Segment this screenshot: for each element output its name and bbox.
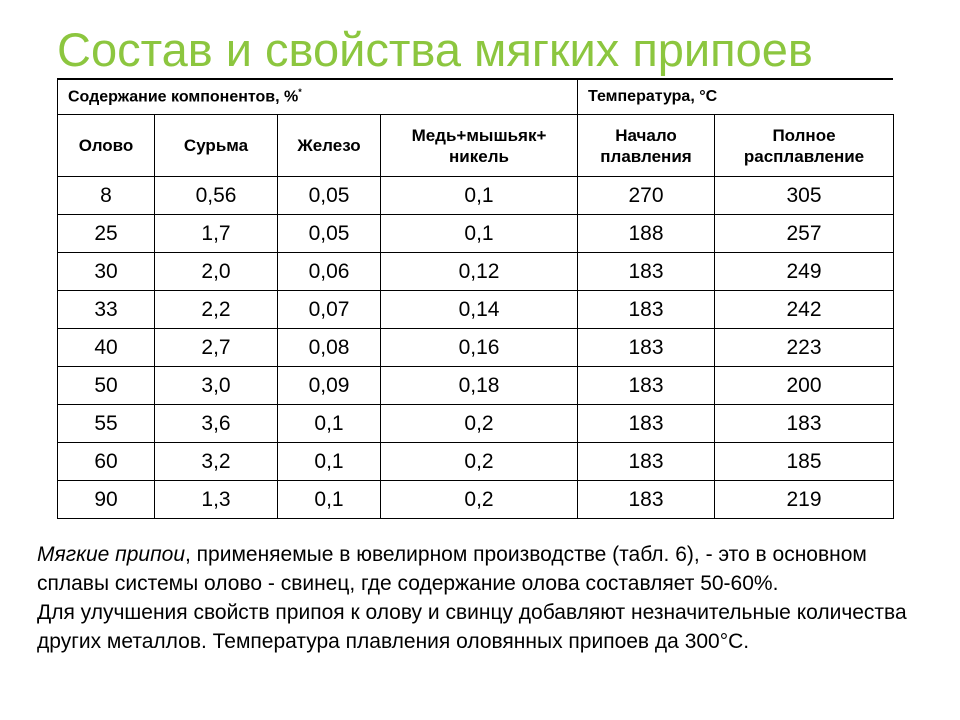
table-cell: 257 bbox=[715, 215, 894, 253]
term-soft-solders: Мягкие припои bbox=[37, 543, 186, 566]
table-cell: 0,18 bbox=[381, 367, 578, 405]
table-cell: 185 bbox=[715, 443, 894, 481]
description-text bbox=[37, 540, 917, 656]
table-cell: 40 bbox=[58, 329, 155, 367]
table-cell: 183 bbox=[578, 481, 715, 519]
column-header: Медь+мышьяк+ никель bbox=[381, 115, 578, 177]
table-cell: 33 bbox=[58, 291, 155, 329]
table-cell: 0,1 bbox=[278, 405, 381, 443]
table-cell: 0,1 bbox=[381, 215, 578, 253]
table-row bbox=[58, 253, 894, 291]
table-cell: 0,12 bbox=[381, 253, 578, 291]
table-cell: 270 bbox=[578, 177, 715, 215]
composition-group-header: Содержание компонентов, %* bbox=[58, 80, 578, 115]
table-cell: 0,2 bbox=[381, 443, 578, 481]
table-cell: 0,09 bbox=[278, 367, 381, 405]
table-row bbox=[58, 291, 894, 329]
table-cell: 188 bbox=[578, 215, 715, 253]
table-cell: 183 bbox=[578, 253, 715, 291]
table-cell: 2,0 bbox=[155, 253, 278, 291]
table-cell: 183 bbox=[715, 405, 894, 443]
table-cell: 0,2 bbox=[381, 481, 578, 519]
table-row bbox=[58, 329, 894, 367]
table-cell: 305 bbox=[715, 177, 894, 215]
table-cell: 249 bbox=[715, 253, 894, 291]
table-cell: 90 bbox=[58, 481, 155, 519]
table-cell: 25 bbox=[58, 215, 155, 253]
table-row bbox=[58, 177, 894, 215]
table-cell: 183 bbox=[578, 405, 715, 443]
column-header: Начало плавления bbox=[578, 115, 715, 177]
table-cell: 2,2 bbox=[155, 291, 278, 329]
table-cell: 2,7 bbox=[155, 329, 278, 367]
table-cell: 55 bbox=[58, 405, 155, 443]
paragraph-1: Мягкие припои, применяемые в ювелирном производстве (табл. 6), - это в основном сплавы системы олово - свинец, где содержание олова составляет 50-60%. bbox=[37, 543, 867, 595]
table-row bbox=[58, 215, 894, 253]
temperature-group-header: Температура, °С bbox=[578, 80, 894, 115]
table-body bbox=[58, 177, 894, 519]
table-cell: 3,6 bbox=[155, 405, 278, 443]
table-cell: 0,1 bbox=[278, 481, 381, 519]
column-header: Олово bbox=[58, 115, 155, 177]
table-cell: 0,56 bbox=[155, 177, 278, 215]
page-title: Состав и свойства мягких припоев bbox=[57, 23, 813, 76]
table-cell: 0,08 bbox=[278, 329, 381, 367]
table-cell: 242 bbox=[715, 291, 894, 329]
table-cell: 3,0 bbox=[155, 367, 278, 405]
table-cell: 219 bbox=[715, 481, 894, 519]
table-cell: 50 bbox=[58, 367, 155, 405]
table-cell: 183 bbox=[578, 291, 715, 329]
table-cell: 1,7 bbox=[155, 215, 278, 253]
group-header-row bbox=[58, 80, 894, 115]
table-cell: 200 bbox=[715, 367, 894, 405]
solder-table bbox=[57, 80, 894, 519]
table-cell: 0,06 bbox=[278, 253, 381, 291]
table-cell: 0,05 bbox=[278, 177, 381, 215]
paragraph-2: Для улучшения свойств припоя к олову и свинцу добавляют незначительные количества других металлов. Температура плавления оловянных припоев да 300°С. bbox=[37, 601, 907, 653]
footnote-mark: * bbox=[298, 87, 302, 98]
table-cell: 183 bbox=[578, 443, 715, 481]
table-cell: 0,07 bbox=[278, 291, 381, 329]
column-header-row bbox=[58, 115, 894, 177]
table-cell: 223 bbox=[715, 329, 894, 367]
table-cell: 1,3 bbox=[155, 481, 278, 519]
table-cell: 60 bbox=[58, 443, 155, 481]
table-row bbox=[58, 481, 894, 519]
table-row bbox=[58, 443, 894, 481]
table-cell: 183 bbox=[578, 329, 715, 367]
table-cell: 0,16 bbox=[381, 329, 578, 367]
table-row bbox=[58, 405, 894, 443]
table-cell: 0,05 bbox=[278, 215, 381, 253]
table-row bbox=[58, 367, 894, 405]
table-cell: 30 bbox=[58, 253, 155, 291]
table-cell: 0,14 bbox=[381, 291, 578, 329]
table-cell: 0,1 bbox=[381, 177, 578, 215]
column-header: Железо bbox=[278, 115, 381, 177]
table-cell: 3,2 bbox=[155, 443, 278, 481]
table-cell: 183 bbox=[578, 367, 715, 405]
column-header: Полное расплавление bbox=[715, 115, 894, 177]
table-cell: 0,2 bbox=[381, 405, 578, 443]
column-header: Сурьма bbox=[155, 115, 278, 177]
table-cell: 8 bbox=[58, 177, 155, 215]
table-cell: 0,1 bbox=[278, 443, 381, 481]
